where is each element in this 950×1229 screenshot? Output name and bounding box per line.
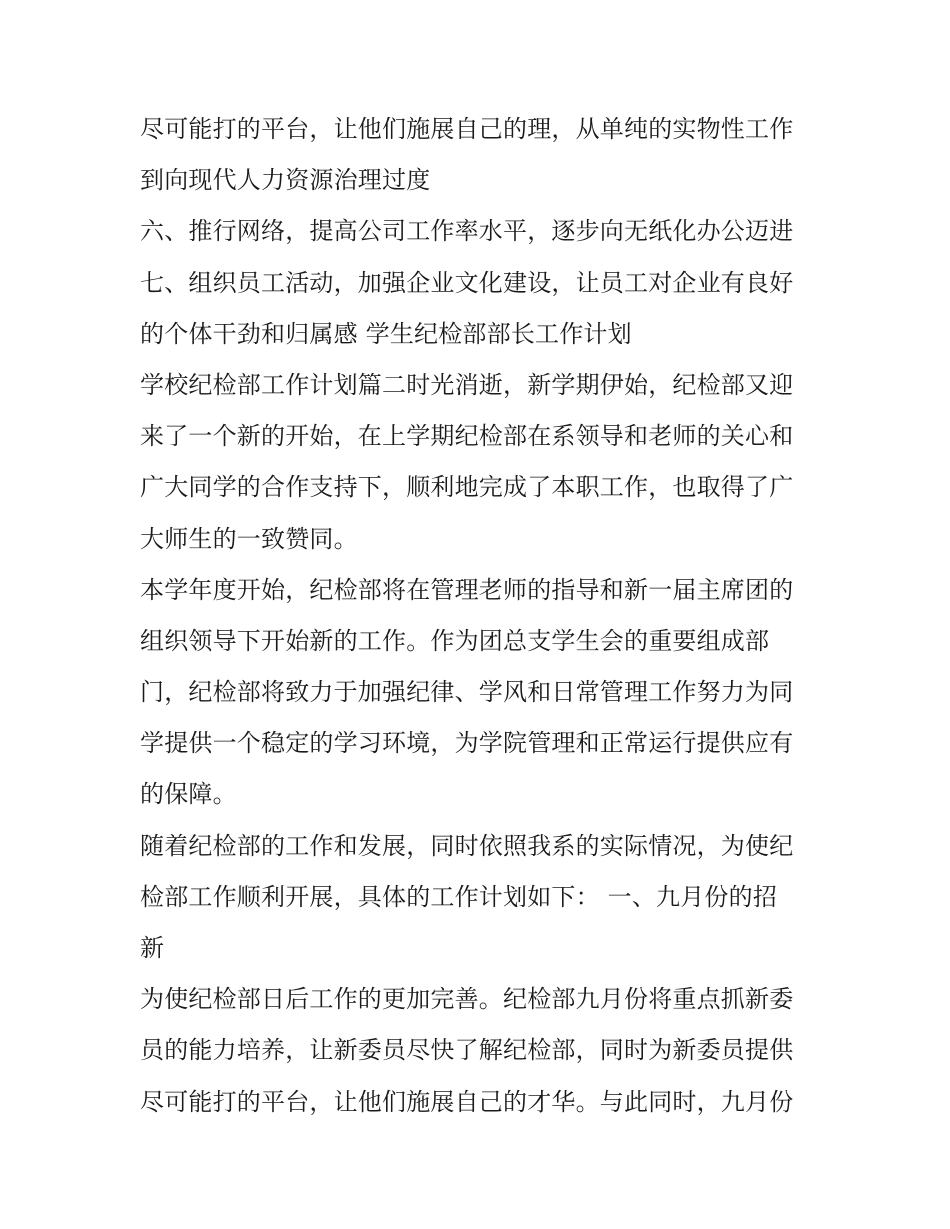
text-line: 尽可能打的平台，让他们施展自己的理，从单纯的实物性工作 xyxy=(140,115,794,143)
text-line: 为使纪检部日后工作的更加完善。纪检部九月份将重点抓新委 xyxy=(140,985,794,1014)
text-line: 新 xyxy=(140,934,165,962)
text-line: 门，纪检部将致力于加强纪律、学风和日常管理工作努力为同 xyxy=(140,678,794,707)
text-line: 大师生的一致赞同。 xyxy=(140,524,358,553)
text-line: 的保障。 xyxy=(140,780,237,809)
text-line: 尽可能打的平台，让他们施展自己的才华。与此同时，九月份 xyxy=(140,1087,794,1116)
text-line: 的个体干劲和归属感 学生纪检部部长工作计划 xyxy=(140,319,632,348)
text-line: 随着纪检部的工作和发展，同时依照我系的实际情况，为使纪 xyxy=(140,831,794,860)
body-text xyxy=(140,104,830,1128)
text-line: 员的能力培养，让新委员尽快了解纪检部，同时为新委员提供 xyxy=(140,1036,794,1065)
text-line: 检部工作顺利开展，具体的工作计划如下： 一、九月份的招 xyxy=(140,882,778,911)
text-line: 学校纪检部工作计划篇二时光消逝，新学期伊始，纪检部又迎 xyxy=(140,370,794,399)
text-line: 到向现代人力资源治理过度 xyxy=(140,166,431,195)
text-line: 六、推行网络，提高公司工作率水平，逐步向无纸化办公迈进 xyxy=(140,217,794,246)
text-line: 七、组织员工活动，加强企业文化建设，让员工对企业有良好 xyxy=(140,268,794,297)
text-line: 来了一个新的开始，在上学期纪检部在系领导和老师的关心和 xyxy=(140,422,794,451)
text-line: 学提供一个稳定的学习环境，为学院管理和正常运行提供应有 xyxy=(140,729,794,758)
text-line: 组织领导下开始新的工作。作为团总支学生会的重要组成部 xyxy=(140,626,770,655)
text-line: 本学年度开始，纪检部将在管理老师的指导和新一届主席团的 xyxy=(140,575,794,604)
text-line: 广大同学的合作支持下，顺利地完成了本职工作，也取得了广 xyxy=(140,473,794,502)
